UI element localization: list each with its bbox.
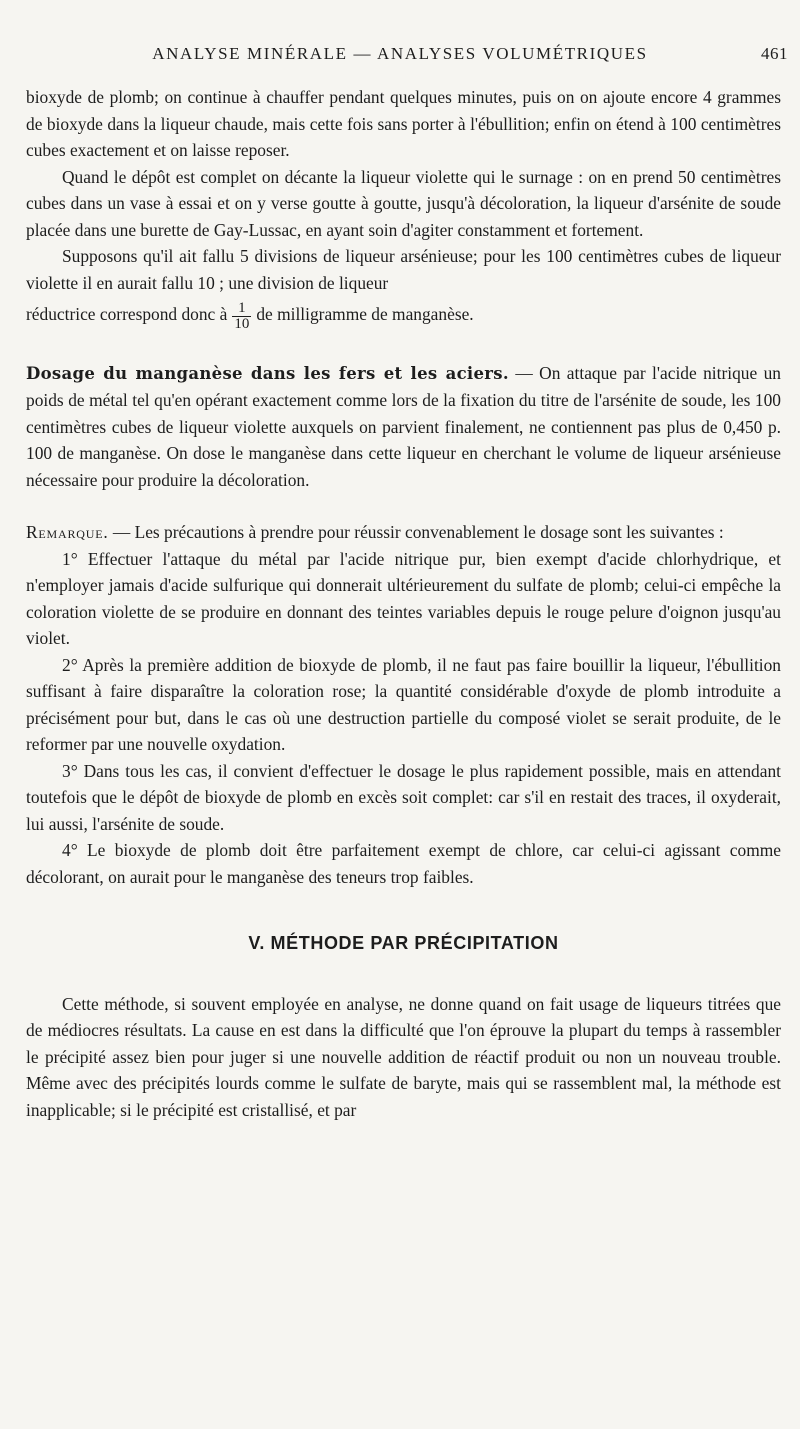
- list-item: 2° Après la première addition de bioxyde de plomb, il ne faut pas faire bouillir la liqueur, l'ébullition suffisant à faire disparaître la coloration rose; la quantité considérable d'oxyde de plomb introduite a précisément pour but, dans le cas où une destruction partielle du composé violet se serait produite, de le reformer par une nouvelle oxydation.: [26, 654, 781, 754]
- fraction-denominator: 10: [234, 315, 250, 332]
- section-title: V. MÉTHODE PAR PRÉCIPITATION: [248, 933, 559, 953]
- list-item: 4° Le bioxyde de plomb doit être parfaitement exempt de chlore, car celui-ci agissant comme décolorant, on aurait pour le manganèse des teneurs trop faibles.: [26, 840, 781, 887]
- paragraph-dosage-fers: [26, 360, 781, 494]
- fraction-text-after: de milligramme de manganèse.: [256, 304, 474, 324]
- paragraph-remarque: [26, 519, 781, 546]
- paragraph-continued: bioxyde de plomb; on continue à chauffer pendant quelques minutes, puis on on ajoute encore 4 grammes de bioxyde dans la liqueur chaude, mais cette fois sans porter à l'ébullition; enfin on étend à 100 centimètres cubes exactement et on laisse reposer.: [26, 87, 781, 160]
- fraction-numerator: 1: [232, 301, 251, 317]
- paragraph-decantation: Quand le dépôt est complet on décante la liqueur violette qui le surnage : on en prend 50 centimètres cubes dans un vase à essai et on y verse goutte à goutte, jusqu'à décoloration, la liqueur d'arsénite de soude placée dans une burette de Gay-Lussac, en ayant soin d'agiter constamment et fortement.: [26, 166, 781, 240]
- page-number: 461: [761, 44, 788, 63]
- paragraph-supposition-end: [26, 299, 781, 332]
- running-title: ANALYSE MINÉRALE — ANALYSES VOLUMÉTRIQUES: [152, 44, 648, 63]
- paragraph-precipitation: Cette méthode, si souvent employée en analyse, ne donne quand on fait usage de liqueurs titrées que de médiocres résultats. La cause en est dans la difficulté que l'on éprouve la plupart du temps à rassembler le précipité assez bien pour juger si une nouvelle addition de réactif produit ou non un nouveau trouble. Même avec des précipités lourds comme le sulfate de baryte, mais qui se rassemblent mal, la méthode est inapplicable; si le précipité est cristallisé, et par: [26, 993, 781, 1120]
- paragraph-supposition: Supposons qu'il ait fallu 5 divisions de liqueur arsénieuse; pour les 100 centimètres cubes de liqueur violette il en aurait fallu 10 ; une division de liqueur: [26, 246, 781, 293]
- remarque-text: — Les précautions à prendre pour réussir convenablement le dosage sont les suivantes :: [112, 522, 724, 542]
- page-body: [26, 84, 781, 1123]
- section-text-dosage: — On attaque par l'acide nitrique un poids de métal tel qu'en opérant exactement comme lors de la fixation du titre de l'arsénite de soude, les 100 centimètres cubes de liqueur violette auxquels on parvient finalement, ne contiennent pas plus de 0,450 p. 100 de manganèse. On dose le manganèse dans cette liqueur en cherchant le volume de liqueur arsénieuse nécessaire pour produire la décoloration.: [26, 362, 781, 490]
- list-item: 3° Dans tous les cas, il convient d'effectuer le dosage le plus rapidement possible, mais en attendant toutefois que le dépôt de bioxyde de plomb en excès soit complet: car s'il en restait des traces, il oxyderait, lui aussi, l'arsénite de soude.: [26, 760, 781, 834]
- section-heading-dosage: Dosage du manganèse dans les fers et les aciers.: [26, 363, 509, 383]
- fraction: [232, 301, 251, 332]
- page-header: [0, 44, 800, 68]
- list-item: 1° Effectuer l'attaque du métal par l'acide nitrique pur, bien exempt d'acide chlorhydrique, et n'employer jamais d'acide sulfurique qui donnerait ultérieurement du sulfate de plomb; celui-ci empêche la coloration violette de se produire en donnant des teintes variables depuis le rouge pelure d'oignon jusqu'au violet.: [26, 548, 781, 648]
- fraction-text-before: réductrice correspond donc à: [26, 304, 228, 324]
- remarque-label: Remarque.: [26, 522, 109, 542]
